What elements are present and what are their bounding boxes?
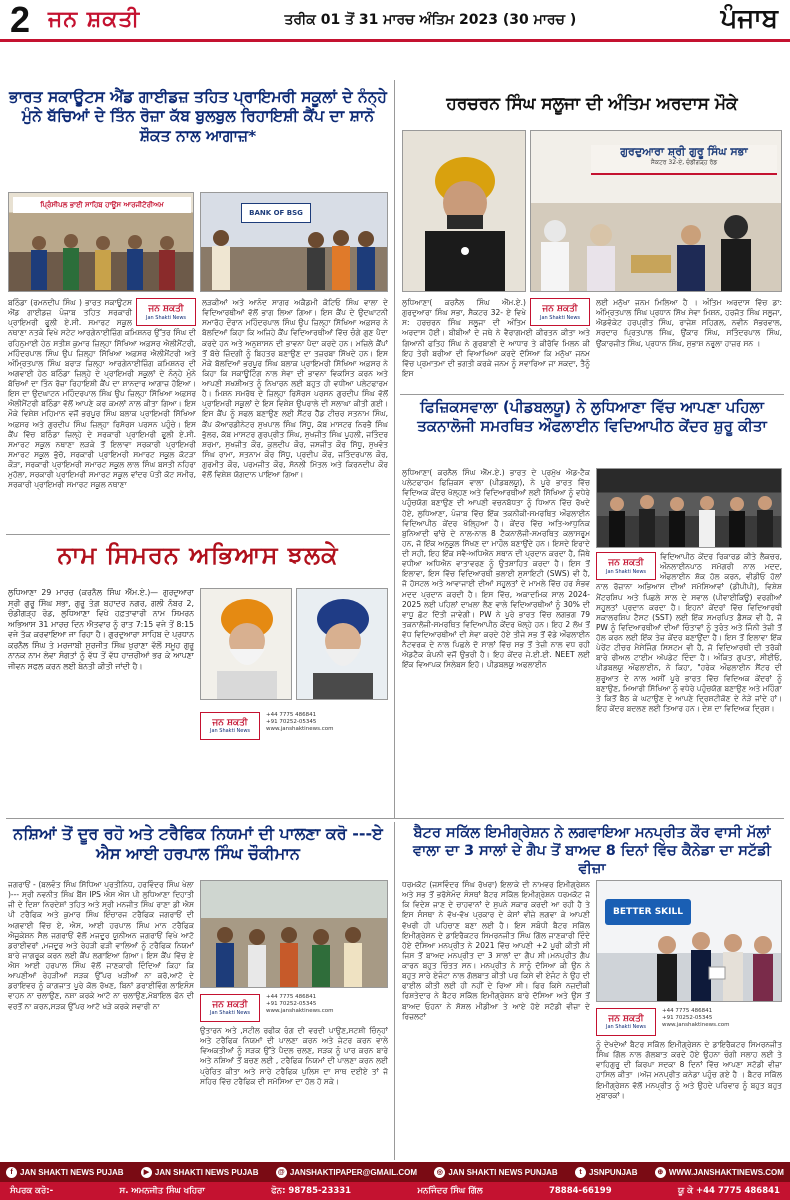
- youtube-icon: ▶: [141, 1167, 152, 1178]
- physicswallah-logo: ਜਨ ਸ਼ਕਤੀ Jan Shakti News: [596, 552, 656, 580]
- footer-social-links: [0, 1162, 790, 1182]
- scouts-photo-2-banner: BANK OF BSG: [241, 203, 311, 223]
- brand-logo: ਜਨ ਸ਼ਕਤੀ: [48, 7, 141, 32]
- traffic-col-1: ਜਗਰਾਓਂ - (ਬਲਵੰਤ ਸਿੰਘ ਸਿੱਧਿਆ ਪ੍ਰਤੀਨਿਧ, ਹਰਵਿੰਦਰ ਸਿੰਘ ਖੇਲਾ )--- ਸ੍ਰੀ ਨਵਨੀਤ ਸਿੰਘ ਬੈਂਸ IPS ਐਸ ਐਸ ਪੀ ਲੁਧਿਆਣਾ ਦਿਹਾਤੀ ਜੀ ਦੇ ਦਿਸ਼ਾ ਨਿਰਦੇਸ਼ਾਂ ਤਹਿਤ ਅਤੇ ਸ੍ਰੀ ਮਨਜੀਤ ਸਿੰਘ ਰਾਣਾ ਡੀ ਐਸ ਪੀ ਟਰੈਫਿਕ ਅਤੇ ਕੁਮਾਰ ਸਿੰਘ ਇੰਚਾਰਜ ਟਰੈਫਿਕ ਜਗਰਾਓਂ ਦੀ ਅਗਵਾਈ ਵਿੱਚ ਏ, ਐਸ, ਆਈ ਹਰਪਾਲ ਸਿੰਘ ਮਾਨ ਟਰੈਫਿਕ ਐਜੂਕੇਸ਼ਨ ਸੈਲ ਜਗਰਾਓਂ ਵੱਲੋਂ ਮਜਦੂਰ ਯੂਨੀਅਨ ਜਗਰਾਓਂ ਵਿਖੇ ਆਟੋ ਡਰਾਈਵਰਾਂ ,ਮਜਦੂਰ ਅਤੇ ਰੇਹੜੀ ਫੜੀ ਵਾਲਿਆਂ ਨੂੰ ਟਰੈਫਿਕ ਨਿਯਮਾਂ ਬਾਰੇ ਜਾਗਰੂਕ ਕਰਨ ਲਈ ਕੈਂਪ ਲਗਾਇਆ ਗਿਆ। ਇਸ ਕੈਂਪ ਵਿੱਚ ਏ ਐਸ ਆਈ ਹਰਪਾਲ ਸਿੰਘ ਵੱਲੋਂ ਜਾਣਕਾਰੀ ਦਿੰਦਿਆਂ ਕਿਹਾ ਕਿ ਆਪਣੀਆਂ ਰੇਹੜੀਆਂ ਸੜਕ ਉੱਪਰ ਖੜੀਆਂ ਨਾ ਕਰੋ,ਆਟੋ ਦੇ ਡਰਾਇਵਰ ਨੂੰ ਕਾਗਜਾਤ ਪੂਰੇ ਕੋਲ ਰੱਖਣ, ਬਿਨਾਂ ਡਰਾਈਵਿੰਗ ਲਾਇਸੰਸ ਵਾਹਨ ਨਾ ਚਲਾਉਣ, ਨਸ਼ਾ ਕਰਕੇ ਆਟੋ ਨਾ ਚਲਾਉਣ,ਮੋਬਾਇਲ ਫੋਨ ਦੀ ਵਰਤੋਂ ਨਾ ਕਰਨ,ਸੜਕ ਉੱਪਰ ਆਟੋ ਖੜੇ ਕਰਕੇ ਸਵਾਰੀ ਨਾ: [8, 880, 194, 1011]
- scouts-logo: ਜਨ ਸ਼ਕਤੀ Jan Shakti News: [136, 298, 196, 326]
- visa-logo-contacts: +44 7775 486841 +91 70252-05345 www.janshaktinews.com: [662, 1008, 730, 1029]
- column-divider-bottom: [394, 822, 395, 1160]
- contact-label: ਸੰਪਰਕ ਕਰੋ:-: [10, 1186, 54, 1196]
- ardas-col-1: ਜਨ ਸ਼ਕਤੀ Jan Shakti News ਲੁਧਿਆਣਾ( ਕਰਨੈਲ ਸਿੰਘ ਐੱਮ.ਏ.) ਗੁਰਦੁਆਰਾ ਸਿੰਘ ਸਭਾ, ਸੈਕਟਰ 32- ਏ ਵਿਖੇ ਸ: ਹਰਚਰਨ ਸਿੰਘ ਸਲੂਜਾ ਦੀ ਅੰਤਿਮ ਅਰਦਾਸ ਹੋਈ। ਬੀਬੀਆਂ ਦੇ ਜਥੇ ਨੇ ਵੈਰਾਗਮਈ ਕੀਰਤਨ ਕੀਤਾ ਅਤੇ ਗਿਆਨੀ ਫਤਿਹ ਸਿੰਘ ਨੇ ਗੁਰਬਾਣੀ ਦੇ ਆਧਾਰ ਤੇ ਕੀਰੋਵਿ ਮਿਲਨ ਕੀ ਇਹ ਤੇਰੀ ਬਰੀਆ ਦੀ ਵਿਆਖਿਆ ਕਰਦੇ ਦੱਸਿਆ ਕਿ ਮਨੁੱਖਾ ਜਨਮ ਵਿੱਚ ਪ੍ਰਮਾਤਮਾ ਦੀ ਭਗਤੀ ਕਰਕੇ ਜਨਮ ਨੂੰ ਸਵਾਰਿਆ ਜਾ ਸਕਦਾ, ਤੈਨੂੰ ਇਸ: [402, 298, 590, 378]
- traffic-logo: ਜਨ ਸ਼ਕਤੀ Jan Shakti News: [200, 994, 260, 1022]
- naam-headline: ਨਾਮ ਸਿਮਰਨ ਅਭਿਆਸ ਝਲਕੇ: [57, 541, 339, 569]
- gurdwara-banner: ਗੁਰਦੁਆਰਾ ਸ਼੍ਰੀ ਗੁਰੂ ਸਿੰਘ ਸਭਾ ਸੈਕਟਰ 32-ਏ, ਚੰਡੀਗੜ੍ਹ ਰੋਡ: [591, 145, 777, 175]
- footer-link-twitter[interactable]: t JSNPUNJAB: [575, 1167, 637, 1178]
- page-number: 2: [9, 0, 31, 40]
- footer-link-website[interactable]: ⊕ WWW.JANSHAKTINEWS.COM: [655, 1167, 784, 1178]
- globe-icon: ⊕: [655, 1167, 666, 1178]
- scouts-col-1: ਜਨ ਸ਼ਕਤੀ Jan Shakti News ਬਠਿੰਡਾ (ਰਮਨਦੀਪ ਸਿੰਘ ) ਭਾਰਤ ਸਕਾਊਟਸ ਐਂਡ ਗਾਈਡਜ਼ ਪੰਜਾਬ ਤਹਿਤ ਸਰਕਾਰੀ ਪ੍ਰਾਇਮਰੀ ਫੂਲੀ ਏ.ਸੀ. ਸਮਾਰਟ ਸਕੂਲ ਨਥਾਣਾ ਨਤਕੇ ਵਿਖੇ ਸਟੇਟ ਆਰਗੇਨਾਈਜ਼ਿੰਗ ਕਮਿਸ਼ਨਰ ਉੱਤਰ ਸਿੰਘ ਦੀ ਰਹਿਨੁਮਾਈ ਹੇਠ ਸਤੀਸ਼ ਕੁਮਾਰ ਜ਼ਿਲ੍ਹਾ ਸਿੱਖਿਆ ਅਫ਼ਸਰ ਐਲੀਮੈਂਟਰੀ, ਮਹਿੰਦਰਪਾਲ ਸਿੰਘ ਉਪ ਜ਼ਿਲ੍ਹਾ ਸਿੱਖਿਆ ਅਫ਼ਸਰ ਐਲੀਮੈਂਟਰੀ ਅਤੇ ਅੰਮ੍ਰਿਤਪਾਲ ਸਿੰਘ ਬਰਾੜ ਜ਼ਿਲ੍ਹਾ ਆਰਗੇਨਾਈਜ਼ਿੰਗ ਕਮਿਸ਼ਨਰ ਦੀ ਅਗਵਾਈ ਹੇਠ ਬਠਿੰਡਾ ਜ਼ਿਲ੍ਹੇ ਦੇ ਪ੍ਰਾਇਮਰੀ ਸਕੂਲਾਂ ਦੇ ਨੰਨ੍ਹੇ ਮੁੰਨੇ ਬੱਚਿਆਂ ਦਾ ਤਿੰਨ ਰੋਜ਼ਾ ਰਿਹਾਇਸ਼ੀ ਕੈਂਪ ਦਾ ਸ਼ਾਨਦਾਰ ਆਗਾਜ਼ ਹੋਇਆ। ਇਸ ਦਾ ਉਦਘਾਟਨ ਮਹਿੰਦਰਪਾਲ ਸਿੰਘ ਉਪ ਜ਼ਿਲ੍ਹਾ ਸਿੱਖਿਆ ਅਫ਼ਸਰ ਐਲੀਮੈਂਟਰੀ ਬਠਿੰਡਾ ਵੱਲੋਂ ਆਪਣੇ ਕਰ ਕਮਲਾਂ ਨਾਲ ਕੀਤਾ ਗਿਆ। ਇਸ ਮੌਕੇ ਵਿਸ਼ੇਸ਼ ਮਹਿਮਾਨ ਵਜੋਂ ਭਰਪੂਰ ਸਿੰਘ ਬਲਾਕ ਪ੍ਰਾਇਮਰੀ ਸਿੱਖਿਆ ਅਫ਼ਸਰ ਅਤੇ ਗੁਰਦੀਪ ਸਿੰਘ ਜ਼ਿਲ੍ਹਾ ਰਿਸੋਰਸ ਪਰਸਨ ਪਹੁੰਚੇ। ਇਸ ਕੈਂਪ ਵਿੱਚ ਬਠਿੰਡਾ ਜ਼ਿਲ੍ਹੇ ਦੇ ਸਰਕਾਰੀ ਪ੍ਰਾਇਮਰੀ ਫੂਲੀ ਏ.ਸੀ. ਸਮਾਰਟ ਸਕੂਲ ਨਥਾਣਾ ਲੜਕੇ ਤੋਂ ਇਲਾਵਾ ਸਰਕਾਰੀ ਪ੍ਰਾਇਮਰੀ ਸਮਾਰਟ ਸਕੂਲ ਭੁੱਚੋ, ਸਰਕਾਰੀ ਪ੍ਰਾਇਮਰੀ ਸਮਾਰਟ ਸਕੂਲ ਕੋਟੜਾ ਕੌੜਾ, ਸਰਕਾਰੀ ਪ੍ਰਾਇਮਰੀ ਸਮਾਰਟ ਸਕੂਲ ਲਾਲ ਸਿੰਘ ਬਸਤੀ ਨਹਿਰਾ ਮੁਹੱਲਾ, ਸਰਕਾਰੀ ਪ੍ਰਾਇਮਰੀ ਸਮਾਰਟ ਸਕੂਲ ਵਾਂਦਰ ਪੱਤੀ ਕੋਟ ਸਮੀਰ, ਸਰਕਾਰੀ ਪ੍ਰਾਇਮਰੀ ਸਮਾਰਟ ਸਕੂਲ ਨਥਾਣਾ: [8, 298, 196, 490]
- ardas-photo-gathering: [530, 130, 782, 292]
- ardas-logo: ਜਨ ਸ਼ਕਤੀ Jan Shakti News: [530, 298, 590, 326]
- contact-person-2: ਮਨਜਿੰਦਰ ਸਿੰਘ ਗਿੱਲ: [417, 1186, 483, 1196]
- divider-ardas: [400, 394, 784, 395]
- ardas-headline: ਹਰਚਰਨ ਸਿੰਘ ਸਲੂਜਾ ਦੀ ਅੰਤਿਮ ਅਰਦਾਸ ਮੌਕੇ: [446, 94, 738, 114]
- scouts-photo-1-people: [9, 193, 194, 292]
- congregation-figures: [531, 131, 782, 292]
- better-skill-banner: BETTER SKILL: [605, 899, 691, 925]
- footer-contacts: [0, 1182, 790, 1200]
- footer-link-facebook[interactable]: f JAN SHAKTI NEWS PUJAB: [6, 1167, 124, 1178]
- masthead: [0, 0, 790, 42]
- visa-photo: [596, 880, 782, 1002]
- elder-portrait-1: [201, 589, 292, 700]
- traffic-logo-contacts: +44 7775 486841 +91 70252-05345 www.janshaktinews.com: [266, 994, 334, 1015]
- naam-logo-contacts: +44 7775 486841 +91 70252-05345 www.janshaktinews.com: [266, 712, 334, 733]
- traffic-camp-people: [201, 881, 388, 988]
- scouts-photo-2: [200, 192, 388, 292]
- ardas-col-2: ਲਈ ਮਨੁੱਖਾ ਜਨਮ ਮਿਲਿਆ ਹੈ । ਅੰਤਿਮ ਅਰਦਾਸ ਵਿੱਚ ਡਾ: ਅੰਮ੍ਰਿਤਪਾਲ ਸਿੰਘ ਪ੍ਰਧਾਨ ਸਿੱਖ ਸੇਵਾ ਮਿਸ਼ਨ, ਹਰਜੋਤ ਸਿੰਘ ਸਲੂਜਾ, ਐਡਵੋਕੇਟ ਹਰਪ੍ਰੀਤ ਸਿੰਘ, ਰਾਜੇਸ਼ ਸਹਿਗਲ, ਨਵੀਨ ਸੱਭਰਵਾਲ, ਸਰਦਾਰ ਪ੍ਰਿਤਪਾਲ ਸਿੰਘ, ਉਂਕਾਰ ਸਿੰਘ, ਸਤਿੰਦਰਪਾਲ ਸਿੰਘ, ਉਂਕਾਰਜੀਤ ਸਿੰਘ, ਪ੍ਰਧਾਨ ਸਿੰਘ, ਸੁਭਾਸ਼ ਨਰੂਲਾ ਹਾਜ਼ਰ ਸਨ ।: [596, 298, 782, 348]
- visa-family: [597, 881, 782, 1002]
- twitter-icon: t: [575, 1167, 586, 1178]
- physicswallah-col-1: ਲੁਧਿਆਣਾ( ਕਰਨੈਲ ਸਿੰਘ ਐੱਮ.ਏ.) ਭਾਰਤ ਦੇ ਪ੍ਰਮੁੱਖ ਐਡ-ਟੈਕ ਪਲੇਟਫਾਰਮ ਫਿਜ਼ਿਕਸ ਵਾਲਾ (ਪੀਡਬਲਯੂ), ਨੇ ਪੂਰੇ ਭਾਰਤ ਵਿੱਚ ਵਿਦਿਅਕ ਕੇਂਦਰ ਖੋਲ੍ਹਣ ਅਤੇ ਵਿਦਿਆਰਥੀਆਂ ਲਈ ਸਿੱਖਿਆ ਨੂੰ ਵਧੇਰੇ ਪਹੁੰਚਯੋਗ ਬਣਾਉਣ ਦੀ ਆਪਣੀ ਵਚਨਬੱਧਤਾ ਨੂੰ ਧਿਆਨ ਵਿੱਚ ਰੱਖਦੇ ਹੋਏ, ਲੁਧਿਆਣਾ, ਪੰਜਾਬ ਵਿੱਚ ਇੱਕ ਤਕਨੀਕੀ-ਸਮਰਥਿਤ ਔਫਲਾਈਨ ਵਿਦਿਆਪੀਠ ਕੇਂਦਰ ਖੋਲ੍ਹਿਆ ਹੈ। ਕੇਂਦਰ ਵਿੱਚ ਅਤਿ-ਆਧੁਨਿਕ ਬੁਨਿਆਦੀ ਢਾਂਚੇ ਦੇ ਨਾਲ-ਨਾਲ 8 ਟੈਕਨਾਲੋਜੀ-ਸਮਰਥਿਤ ਕਲਾਸਰੂਮ ਹਨ, ਜੋ ਇੱਕ ਅਨੁਕੂਲ ਸਿੱਖਣ ਦਾ ਮਾਹੌਲ ਬਣਾਉਂਦੇ ਹਨ। ਇਸਦੇ ਇਰਾਦੇ ਦੀ ਸਹੀ, ਇਹ ਇੱਕ ਸਵੈ-ਅਧਿਐਨ ਸਥਾਨ ਦੀ ਪ੍ਰਦਾਨ ਕਰਦਾ ਹੈ, ਜਿੱਥੇ ਵਧੀਆ ਅਧਿਐਨ ਵਾਤਾਵਰਣ ਨੂੰ ਉਤਸ਼ਾਹਿਤ ਕਰਦਾ ਹੈ। ਇਸ ਤੋਂ ਇਲਾਵਾ, ਇਸ ਵਿੱਚ ਵਿਦਿਆਰਥੀ ਭਲਾਈ ਸੁਸਾਇਟੀ (SWS) ਵੀ ਹੈ, ਜੋ ਹੋਸਟਲ ਅਤੇ ਆਵਾਜਾਈ ਦੀਆਂ ਸਹੂਲਤਾਂ ਦੇ ਮਾਮਲੇ ਵਿੱਚ ਹਰ ਸੰਭਵ ਮਦਦ ਪ੍ਰਦਾਨ ਕਰਦੀ ਹੈ। ਇਸ ਵਿੱਚ, ਅਕਾਦਮਿਕ ਸਾਲ 2024-2025 ਲਈ ਪਹਿਲਾਂ ਦਾਖ਼ਲਾ ਲੈਣ ਵਾਲੇ ਵਿਦਿਆਰਥੀਆਂ ਨੂੰ 30% ਦੀ ਵਾਧੂ ਛੋਟ ਦਿੱਤੀ ਜਾਵੇਗੀ। PW ਨੇ ਪੂਰੇ ਭਾਰਤ ਵਿੱਚ ਲਗਭਗ 79 ਤਕਨਾਲੋਜੀ-ਸਮਰਥਿਤ ਵਿਦਿਆਪੀਠ ਕੇਂਦਰ ਖੋਲ੍ਹੇ ਹਨ। ਇਹ 2 ਲੱਖ ਤੋਂ ਵੱਧ ਵਿਦਿਆਰਥੀਆਂ ਦੀ ਸੇਵਾ ਕਰਦੇ ਹੋਏ ਤੀਜੇ ਸਭ ਤੋਂ ਵੱਡੇ ਔਫਲਾਈਨ ਨੈਟਵਰਕ ਦੇ ਨਾਲ ਪਿਛਲੇ ਦੋ ਸਾਲਾਂ ਵਿੱਚ ਸਭ ਤੋਂ ਤੇਜ਼ੀ ਨਾਲ ਵਧ ਰਹੀ ਐਡਟੈਕ ਕੰਪਨੀ ਵਜੋਂ ਉਭਰੀ ਹੈ। ਇਹ ਕੇਂਦਰ ਜੇ.ਈ.ਈ. NEET ਲਈ ਇੱਕ ਵਿਆਪਕ ਸਿਲੇਬਸ ਇਹੋ। ਪੀਡਬਲਯੂ ਅਫਲਾਈਨ: [402, 468, 590, 670]
- visa-col-1: ਧਰਮਕੋਟ (ਜਸਵਿੰਦਰ ਸਿੰਘ ਰੱਖਰਾ) ਇਲਾਕੇ ਦੀ ਨਾਮਵਰ ਇਮੀਗ੍ਰੇਸ਼ਨ ਅਤੇ ਸਭ ਤੋਂ ਭਰੋਸੇਮੰਦ ਸੰਸਥਾਂ ਬੈਟਰ ਸਕਿੱਲ ਇਮੀਗ੍ਰੇਸ਼ਨ ਧਰਮਕੋਟ ਜੋ ਕਿ ਵਿਦੇਸ਼ ਜਾਣ ਦੇ ਚਾਹਵਾਨਾਂ ਦੇ ਸੁਪਨੇ ਸਕਾਰ ਕਰਦੀ ਆ ਰਹੀ ਹੈ ਤੇ ਇਸ ਸੰਸਥਾ ਨੇ ਵੱਖ-ਵੱਖ ਪ੍ਰਕਾਰ ਦੇ ਕੇਸਾਂ ਵੀਜ਼ੇ ਲਗਵਾ ਕੇ ਆਪਣੀ ਵੱਖਰੀ ਹੀ ਪਹਿਚਾਣ ਬਣਾ ਲਈ ਹੈ। ਇਸ ਸਬੰਧੀ ਬੈਟਰ ਸਕਿੱਲ ਇਮੀਗ੍ਰੇਸ਼ਨ ਦੇ ਡਾਇਰੈਕਟਰ ਸਿਮਰਨਜੀਤ ਸਿੰਘ ਗਿੱਲ ਜਾਣਕਾਰੀ ਦਿੰਦੇ ਹੋਏ ਦੱਸਿਆ ਮਨਪ੍ਰੀਤ ਨੇ 2021 ਵਿੱਚ ਆਪਣੀ +2 ਪੂਰੀ ਕੀਤੀ ਸੀ ਜਿਸ ਤੋਂ ਬਾਅਦ ਮਨਪ੍ਰੀਤ ਦਾ 3 ਸਾਲਾਂ ਦਾ ਗੈਪ ਸੀ।ਮਨਪ੍ਰੀਤ ਗੈਪ ਕਾਰਨ ਬਹੁਤ ਚਿੰਤਤ ਸਨ। ਮਨਪ੍ਰੀਤ ਨੇ ਸਾਨੂੰ ਦੱਸਿਆ ਕੀ ਉਨ ਨੇ ਬਹੁਤ ਸਾਰੇ ਏਜੰਟਾ ਨਾਲ ਗੱਲਬਾਤ ਕੀਤੀ ਪਰ ਕਿਸੇ ਵੀ ਏਜੰਟ ਨੇ ਉਹ ਦੀ ਫਾਈਲ ਕੀਤੀ ਲਈ ਹੀ ਨਹੀਂ ਦੇ ਰਿਆ ਸੀ। ਫਿਰ ਕਿਸੇ ਨਜ਼ਦੀਕੀ ਰਿਸ਼ਤੇਦਾਰ ਨੇ ਬੈਟਰ ਸਕਿੱਲ ਇਮੀਗ੍ਰੇਸ਼ਨ ਬਾਰੇ ਦੱਸਿਆ ਅਤੇ ਉਸ ਤੋਂ ਬਾਅਦ ਓਹਨਾ ਨੇ ਸੋਸ਼ਲ ਮੀਡੀਆ ਤੇ ਆਏ ਹੋਏ ਸਟੱਡੀ ਵੀਜ਼ਾ ਦੇ ਰਿਜ਼ਲਟਾਂ: [402, 880, 590, 1021]
- divider-naam: [6, 534, 390, 535]
- scouts-photo-2-people: [201, 193, 388, 292]
- traffic-photo: [200, 880, 388, 988]
- divider-bottom: [6, 818, 784, 819]
- contact-phone-1: ਫੋਨ: 98785-23331: [271, 1186, 352, 1196]
- column-divider: [394, 80, 395, 818]
- contact-phone-2: 78884-66199: [548, 1186, 612, 1196]
- visa-col-2: ਨੂੰ ਦੇਖਦੇਆਂ ਬੈਟਰ ਸਕਿੱਲ ਇਮੀਗ੍ਰੇਸ਼ਨ ਦੇ ਡਾਇਰੈਕਟਰ ਸਿਮਰਨਜੀਤ ਸਿੰਘ ਗਿੱਲ ਨਾਲ ਗੱਲਬਾਤ ਕਰਦੇ ਹੋਏ ਉਹਨਾ ਚੰਗੀ ਸਲਾਹ ਲਈ ਤੇ ਵਾਹਿਗੁਰੂ ਦੀ ਕਿਰਪਾ ਸਦਕਾ 8 ਦਿਨਾਂ ਵਿੱਚ ਆਪਣਾ ਸਟੱਡੀ ਵੀਜ਼ਾ ਹਾਸਿਲ ਕੀਤਾ ।ਅੱਜ ਮਨਪ੍ਰੀਤ ਕਨੇਡਾ ਪਹੁੰਚ ਗਏ ਹੈ । ਬੈਟਰ ਸਕਿੱਲ ਇਮੀਗ੍ਰੇਸ਼ਨ ਵੱਲੋਂ ਮਨਪ੍ਰੀਤ ਨੂੰ ਅਤੇ ਉਹਦੇ ਪਰਿਵਾਰ ਨੂੰ ਬਹੁਤ ਬਹੁਤ ਮੁਬਾਰਕਾਂ।: [596, 1040, 782, 1100]
- scouts-photo-1: [8, 192, 194, 292]
- footer-link-youtube[interactable]: ▶ JAN SHAKTI NEWS PUJAB: [141, 1167, 259, 1178]
- naam-photo-1: [200, 588, 292, 700]
- email-icon: @: [276, 1167, 287, 1178]
- traffic-col-2: ਉਤਾਰਨ ਅਤੇ ,ਸਟੀਲ ਰਫੀਕ ਰੰਗ ਦੀ ਵਰਦੀ ਪਾਉਣ,ਸਟਸ਼ੀ ਚਿੰਨ੍ਹਾਂ ਅਤੇ ਟਰੈਫਿਕ ਨਿਯਮਾਂ ਦੀ ਪਾਲਣਾ ਕਰਨ ਅਤੇ ਜੇਟਰ ਕਰਨ ਵਾਲੇ ਵਿਅਕਤੀਆਂ ਨੂੰ ਸੜਕ ਉੱਤੇ ਪੈਦਲ ਚਲਣ, ਸੜਕ ਨੂੰ ਪਾਰ ਕਰਨ ਬਾਰੇ ਅਤੇ ਨਸ਼ਿਆਂ ਤੋਂ ਬਚਣ ਲਈ , ਟਰੈਫਿਕ ਨਿਯਮਾਂ ਦੀ ਪਾਲਣਾ ਕਰਨ ਲਈ ਪ੍ਰੇਰਿਤ ਕੀਤਾ ਅਤੇ ਸਾਰੇ ਟਰੈਫਿਕ ਪੁਲਿਸ ਦਾ ਸਾਥ ਦਈਏ ਤਾਂ ਜੋ ਸਹਿਰ ਵਿੱਚ ਟਰੈਫਿਕ ਦੀ ਸਮੱਸਿਆ ਦਾ ਹੱਲ ਹੋ ਸਕੇ।: [200, 1026, 388, 1086]
- naam-photo-2: [296, 588, 388, 700]
- footer: [0, 1162, 790, 1200]
- physicswallah-headline: ਫਿਜ਼ਿਕਸਵਾਲਾ (ਪੀਡਬਲਯੂ) ਨੇ ਲੁਧਿਆਣਾ ਵਿੱਚ ਆਪਣਾ ਪਹਿਲਾ ਤਕਨਾਲੋਜੀ ਸਮਰਥਿਤ ਔਫਲਾਈਨ ਵਿਦਿਆਪੀਠ ਕੇਂਦਰ ਸ਼ੁਰੂ ਕੀਤਾ: [417, 398, 767, 435]
- ardas-photo-portrait: [402, 130, 526, 292]
- scouts-col-2: ਲੜਕੀਆਂ ਅਤੇ ਆਨੰਦ ਸਾਗਰ ਅਕੈਡਮੀ ਕੋਟਿਓ ਸਿੰਘ ਵਾਲਾ ਦੇ ਵਿਦਿਆਰਥੀਆਂ ਵੱਲੋਂ ਭਾਗ ਲਿਆ ਗਿਆ। ਇਸ ਕੈਂਪ ਦੇ ਉਦਘਾਟਨੀ ਸਮਾਰੋਹ ਦੌਰਾਨ ਮਹਿੰਦਰਪਾਲ ਸਿੰਘ ਉਪ ਜ਼ਿਲ੍ਹਾ ਸਿੱਖਿਆ ਅਫ਼ਸਰ ਨੇ ਬੋਲਦਿਆਂ ਕਿਹਾ ਕਿ ਅਜਿਹੇ ਕੈਂਪ ਵਿਦਿਆਰਥੀਆਂ ਵਿੱਚ ਚੰਗੇ ਗੁਣ ਪੈਦਾ ਕਰਦੇ ਹਨ ਅਤੇ ਅਨੁਸ਼ਾਸਨ ਦੀ ਭਾਵਨਾ ਪੈਦਾ ਕਰਦੇ ਹਨ। ਮਜ਼ਿਲੇ ਕੈਂਪਾਂ ਤੋਂ ਬੱਚੇ ਜ਼ਿੰਦਗੀ ਨੂੰ ਬਿਹਤਰ ਬਣਾਉਣ ਦਾ ਤਜ਼ਰਬਾ ਸਿੱਖਦੇ ਹਨ। ਇਸ ਮੌਕੇ ਬੋਲਦਿਆਂ ਭਰਪੂਰ ਸਿੰਘ ਬਲਾਕ ਪ੍ਰਾਇਮਰੀ ਸਿੱਖਿਆ ਅਫ਼ਸਰ ਨੇ ਕਿਹਾ ਕਿ ਸਕਾਊਟਿੰਗ ਨਾਲ ਸੇਵਾ ਦੀ ਭਾਵਨਾ ਵਿਕਸਿਤ ਕਰਨ ਅਤੇ ਆਪਣੀ ਸਖਸ਼ੀਅਤ ਨੂੰ ਨਿਖਾਰਨ ਲਈ ਬਹੁਤ ਹੀ ਵਧੀਆ ਪਲੇਟਫਾਰਮ ਹੈ। ਮਿਸ਼ਨ ਸਮਰੱਥ ਦੇ ਜ਼ਿਲ੍ਹਾ ਰਿਸੋਰਸ ਪਰਸਨ ਗੁਰਦੀਪ ਸਿੰਘ ਵੱਲੋਂ ਪ੍ਰਾਇਮਰੀ ਸਕੂਲਾਂ ਦੇ ਇਸ ਵਿਸ਼ੇਸ਼ ਉਪਰਾਲੇ ਦੀ ਸਲਾਘਾ ਕੀਤੀ ਗਈ। ਇਸ ਕੈਂਪ ਨੂੰ ਸਫਲ ਬਣਾਉਣ ਲਈ ਸੈਂਟਰ ਹੈੱਡ ਟੀਚਰ ਸਤਨਾਮ ਸਿੰਘ, ਕੈਂਪ ਕੋਆਰਡੀਨੇਟਰ ਸੁਖਪਾਲ ਸਿੰਘ ਸਿੱਧੂ, ਕੱਬ ਮਾਸਟਰ ਨਿਰਭੈ ਸਿੰਘ ਭੁੱਲਰ, ਕੱਬ ਮਾਸਟਰ ਗੁਰਪ੍ਰੀਤ ਸਿੰਘ, ਸੁਖਜੀਤ ਸਿੰਘ ਪੂਹਲੀ, ਜਤਿੰਦਰ ਸ਼ਰਮਾ, ਸੁਖਜੀਤ ਕੌਰ, ਕੁਲਦੀਪ ਕੌਰ, ਜਸਜੀਤ ਕੌਰ ਸਿੱਧੂ, ਸੁਖਵੰਤ ਸਿੰਘ ਰਾਮਾ, ਸਤਨਾਮ ਕੌਰ ਸਿੱਧੂ, ਪ੍ਰਦੀਪ ਕੌਰ, ਜਤਿੰਦਰਪਾਲ ਕੌਰ, ਗੁਰਮੀਤ ਕੌਰ, ਪਰਮਜੀਤ ਕੌਰ, ਸੋਨਲੀ ਮਿੱਤਲ ਅਤੇ ਕਿਰਨਦੀਪ ਕੌਰ ਵੱਲੋਂ ਵਿਸ਼ੇਸ਼ ਯੋਗਦਾਨ ਪਾਇਆ ਗਿਆ।: [202, 298, 388, 480]
- physicswallah-photo: [596, 468, 782, 548]
- dateline: ਤਰੀਕ 01 ਤੋਂ 31 ਮਾਰਚ ਅੰਤਿਮ 2023 (30 ਮਾਰਚ ): [284, 11, 577, 28]
- contact-person-1: ਸ. ਅਮਨਜੀਤ ਸਿੰਘ ਖਹਿਰਾ: [119, 1186, 205, 1196]
- footer-link-email[interactable]: @ JANSHAKTIPAPER@GMAIL.COM: [276, 1167, 417, 1178]
- visa-headline: ਬੈਟਰ ਸਕਿੱਲ ਇਮੀਗ੍ਰੇਸ਼ਨ ਨੇ ਲਗਵਾਇਆ ਮਨਪ੍ਰੀਤ ਕੌਰ ਵਾਸੀ ਮੱਲਾਂ ਵਾਲਾ ਦਾ 3 ਸਾਲਾਂ ਦੇ ਗੈਪ ਤੋਂ ਬਾਅਦ 8 ਦਿਨਾਂ ਵਿੱਚ ਕੈਨੇਡਾ ਦਾ ਸਟੱਡੀ ਵੀਜ਼ਾ: [413, 825, 771, 878]
- scouts-photo-1-banner: ਪ੍ਰਿੰਸੀਪਲ ਭਾਈ ਸਾਹਿਬ ਹਾਊਸ ਆਰਜੀਟੋਰੀਅਮ: [13, 197, 191, 213]
- physicswallah-group: [597, 469, 782, 548]
- footer-link-instagram[interactable]: ◎ JAN SHAKTI NEWS PUNJAB: [434, 1167, 557, 1178]
- facebook-icon: f: [6, 1167, 17, 1178]
- scouts-headline: ਭਾਰਤ ਸਕਾਊਟਸ ਐਂਡ ਗਾਈਡਜ਼ ਤਹਿਤ ਪ੍ਰਾਇਮਰੀ ਸਕੂਲਾਂ ਦੇ ਨੰਨ੍ਹੇ ਮੁੰਨੇ ਬੱਚਿਆਂ ਦੇ ਤਿੰਨ ਰੋਜ਼ਾ ਕੱਬ ਬੁਲਬੁਲ ਰਿਹਾਇਸ਼ੀ ਕੈਂਪ ਦਾ ਸ਼ਾਨੋ ਸ਼ੌਕਤ ਨਾਲ ਆਗਾਜ਼*: [9, 88, 387, 145]
- visa-logo: ਜਨ ਸ਼ਕਤੀ Jan Shakti News: [596, 1008, 656, 1036]
- portrait-figure: [403, 131, 526, 292]
- traffic-headline: ਨਸ਼ਿਆਂ ਤੋਂ ਦੂਰ ਰਹੋ ਅਤੇ ਟਰੈਫਿਕ ਨਿਯਮਾਂ ਦੀ ਪਾਲਣਾ ਕਰੋ ---ਏ ਐਸ ਆਈ ਹਰਪਾਲ ਸਿੰਘ ਚੌਕੀਮਾਨ: [13, 824, 383, 863]
- physicswallah-col-2: ਜਨ ਸ਼ਕਤੀ Jan Shakti News ਵਿਦਿਆਪੀਠ ਕੇਂਦਰ ਰਿਕਾਰਡ ਕੀਤੇ ਲੈਕਚਰ, ਔਨਲਾਈਨਪਾਠ ਸਮੱਗਰੀ ਨਾਲ ਮਦਦ, ਔਫਲਾਈਨ ਸ਼ੱਕ ਹੱਲ ਕਰਨ, ਵੀਡੀਓ ਹੱਲਾਂ ਨਾਲ ਰੋਜ਼ਾਨਾ ਅਭਿਆਸ ਦੀਆਂ ਸਮੱਸਿਆਵਾਂ (ਡੀਪੀਪੀ), ਵਿਸ਼ੇਸ਼ ਮੈਂਟਰਸ਼ਿਪ ਅਤੇ ਪਿਛਲੇ ਸਾਲ ਦੇ ਸਵਾਲ (ਪੀਵਾਈਕਿਊ) ਵਰਗੀਆਂ ਸਹੂਲਤਾਂ ਪ੍ਰਦਾਨ ਕਰਦਾ ਹੈ। ਇਹਨਾਂ ਕੇਂਦਰਾਂ ਵਿੱਚ ਵਿਦਿਆਰਥੀ ਸਕਾਲਰਸ਼ਿਪ ਟੈਸਟ (SST) ਲਈ ਇੱਕ ਸਮਰਪਿਤ ਡੈਸਕ ਵੀ ਹੈ, ਜੋ PW ਨੂੰ ਵਿਦਿਆਰਥੀਆਂ ਦੀਆਂ ਚਿੰਤਾਵਾਂ ਨੂੰ ਤੁਰੰਤ ਅਤੇ ਜਿੰਨੀ ਤੇਜ਼ੀ ਤੋਂ ਹੱਲ ਕਰਨ ਲਈ ਇੱਕ ਤੇਜ਼ ਕੇਂਦਰ ਬਣਾਉਂਦਾ ਹੈ। ਇਸ ਤੋਂ ਇਲਾਵਾ ਇੱਕ ਪੇਰੇਂਟ ਟੀਚਰ ਮੈਸੇਜਿੰਗ ਸਿਸਟਮ ਵੀ ਹੈ, ਜੋ ਵਿਦਿਆਰਥੀ ਦੀ ਤਰੱਕੀ ਬਾਰੇ ਰੀਅਲ ਟਾਈਮ ਅੱਪਡੇਟ ਦਿੰਦਾ ਹੈ। ਅੰਕਿਤ ਗੁਪਤਾ, ਸੀਈਓ, ਪੀਡਬਲਯੂ ਔਫਲਾਈਨ, ਨੇ ਕਿਹਾ, "ਹਰੇਕ ਔਫਲਾਈਨ ਸੈਂਟਰ ਦੀ ਸ਼ੁਰੂਆਤ ਦੇ ਨਾਲ ਅਸੀਂ ਪੂਰੇ ਭਾਰਤ ਵਿੱਚ ਵਿਦਿਅਕ ਕੇਂਦਰਾਂ ਨੂੰ ਬਣਾਉਣ, ਮਿਆਰੀ ਸਿੱਖਿਆ ਨੂੰ ਵਧੇਰੇ ਪਹੁੰਚਯੋਗ ਬਣਾਉਣ ਅਤੇ ਮਹਿੰਗਾ ਤੇ ਕਿਤੋਂ ਬੈਠ ਕੇ ਘਟਾਉਣ ਦੇ ਆਪਣੇ ਦ੍ਰਿਸ਼ਟੀਕੋਣ ਦੇ ਨੇੜੇ ਜਾਂਦੇ ਹਾਂ। ਇਹ ਕੇਂਦਰ ਬਦਲਣ ਲਈ ਤਿਆਰ ਹਨ। ਦੇਸ਼ ਦਾ ਵਿਦਿਅਕ ਦ੍ਰਿਸ਼।: [596, 552, 782, 713]
- naam-col-1: ਲੁਧਿਆਣਾ 29 ਮਾਰਚ (ਕਰਨੈਲ ਸਿੰਘ ਐੱਮ.ਏ.)— ਗੁਰਦੁਆਰਾ ਸ੍ਰੀ ਗੁਰੂ ਸਿੰਘ ਸਭਾ, ਗੁਰੂ ਤੇਗ਼ ਬਹਾਦਰ ਨਗਰ, ਗਲੀ ਨੰਬਰ 2, ਚੰਡੀਗੜ੍ਹ ਰੋਡ, ਲੁਧਿਆਣਾ ਵਿਖੇ ਹਫ਼ਤਾਵਾਰੀ ਨਾਮ ਸਿਮਰਨ ਅਭਿਆਸ 31 ਮਾਰਚ ਦਿਨ ਐਤਵਾਰ ਨੂੰ ਰਾਤ 7:15 ਵਜੇ ਤੋਂ 8:15 ਵਜੇ ਤੱਕ ਕਰਵਾਇਆ ਜਾ ਰਿਹਾ ਹੈ। ਗੁਰਦੁਆਰਾ ਸਾਹਿਬ ਦੇ ਪ੍ਰਧਾਨ ਕਰਨੈਲ ਸਿੰਘ ਤੇ ਮਰਜਾਬੀ ਸੁਰਜੀਤ ਸਿੰਘ ਖੁਰਾਣਾ ਵੱਲੋਂ ਸਮੂਹ ਗੁਰੂ ਨਾਨਕ ਨਾਮ ਲੇਵਾ ਸੰਗਤਾਂ ਨੂੰ ਵੱਧ ਤੋਂ ਵੱਧ ਹਾਜ਼ਰੀਆਂ ਭਰ ਕੇ ਆਪਣਾ ਜੀਵਨ ਸਫਲ ਕਰਨ ਲਈ ਬੇਨਤੀ ਕੀਤੀ ਜਾਂਦੀ ਹੈ।: [8, 588, 194, 671]
- section-name: ਪੰਜਾਬ: [720, 4, 778, 34]
- contact-uk-phone: ਯੂ ਕੇ +44 7775 486841: [678, 1186, 780, 1196]
- naam-logo: ਜਨ ਸ਼ਕਤੀ Jan Shakti News: [200, 712, 260, 740]
- elder-portrait-2: [297, 589, 388, 700]
- instagram-icon: ◎: [434, 1167, 445, 1178]
